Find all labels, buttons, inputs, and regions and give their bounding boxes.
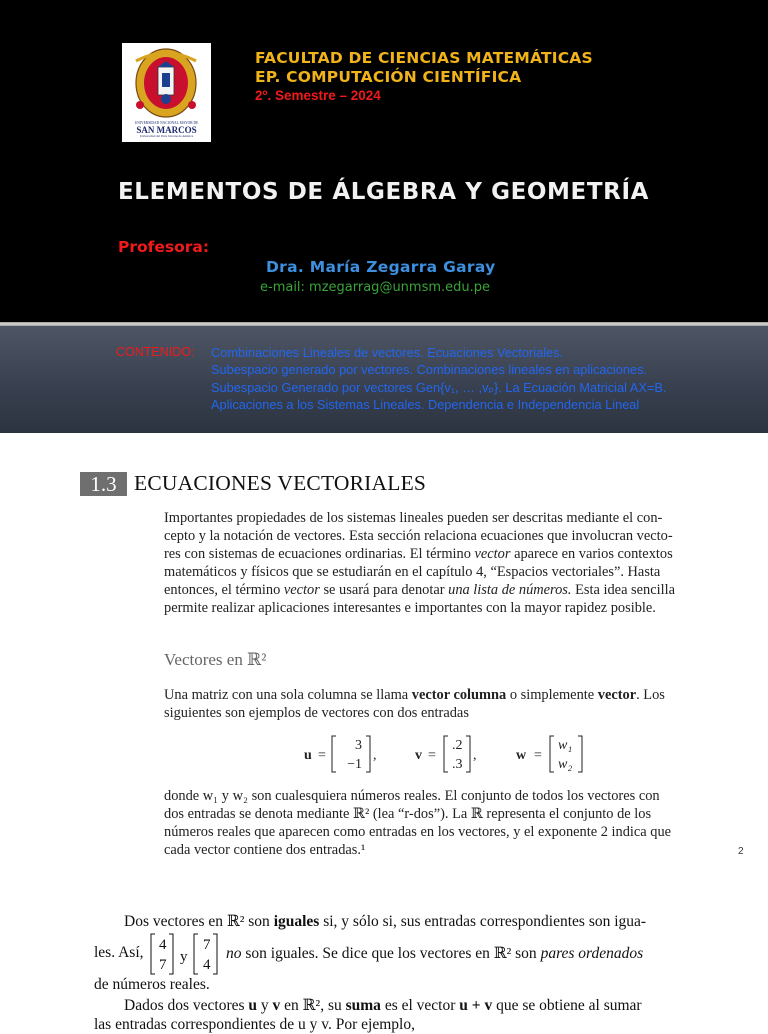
semester-label: 2º. Semestre – 2024 bbox=[255, 88, 381, 103]
intro-line bbox=[164, 545, 700, 564]
text-run: . Los bbox=[636, 687, 665, 703]
text-run-bold: iguales bbox=[273, 913, 320, 930]
school-name: EP. COMPUTACIÓN CIENTÍFICA bbox=[255, 68, 522, 86]
logo-caption-name: SAN MARCOS bbox=[136, 124, 197, 135]
intro-line: cepto y la notación de vectores. Esta sección relaciona ecuaciones que involucran vecto- bbox=[164, 528, 673, 544]
text-run: y bbox=[257, 997, 273, 1014]
text-run-italic: pares ordenados bbox=[540, 945, 644, 962]
paragraph-line: les. Así, bbox=[94, 944, 144, 961]
intro-line: matemáticos y físicos que se estudiarán en el capítulo 4, “Espacios vectoriales”. Hasta bbox=[164, 564, 661, 580]
text-run: Esta idea sencilla bbox=[571, 582, 676, 598]
vector-w-name: w bbox=[516, 748, 527, 763]
contents-line: Combinaciones Lineales de vectores. Ecuaciones Vectoriales. bbox=[211, 345, 564, 360]
section-title: ECUACIONES VECTORIALES bbox=[134, 471, 427, 495]
logo-caption-top: UNIVERSIDAD NACIONAL MAYOR DE bbox=[134, 121, 199, 125]
text-run: entonces, el término bbox=[164, 582, 284, 598]
text-run: se usará para denotar bbox=[319, 582, 449, 598]
intro-line: permite realizar aplicaciones interesantes e importantes con la mayor rapidez posible. bbox=[164, 600, 656, 616]
vector-entry: 7 bbox=[159, 957, 167, 973]
vector-entry: −1 bbox=[347, 757, 362, 772]
paragraph-line: números reales que aparecen como entradas en los vectores, y el exponente 2 indica que bbox=[164, 824, 672, 840]
paragraph-line bbox=[124, 996, 642, 1015]
svg-text:,: , bbox=[473, 748, 477, 763]
text-run: es el vector bbox=[380, 997, 460, 1014]
professor-name: Dra. María Zegarra Garay bbox=[266, 258, 496, 276]
paragraph-line bbox=[164, 686, 700, 705]
course-title: ELEMENTOS DE ÁLGEBRA Y GEOMETRÍA bbox=[118, 179, 650, 205]
text-run: o simplemente bbox=[506, 687, 598, 703]
paragraph-line: donde w₁ y w₂ son cualesquiera números reales. El conjunto de todos los vectores con bbox=[164, 788, 660, 804]
contents-label: CONTENIDO: bbox=[116, 345, 195, 359]
contents-line: Aplicaciones a los Sistemas Lineales. Dependencia e Independencia Lineal bbox=[211, 397, 640, 412]
text-run-bold: u + v bbox=[459, 997, 493, 1014]
text-run: son iguales. Se dice que los vectores en ℝ² son bbox=[241, 945, 541, 962]
intro-line: Importantes propiedades de los sistemas lineales pueden ser descritas mediante el con- bbox=[164, 510, 663, 526]
text-run: aparece en varios contextos bbox=[510, 546, 673, 562]
svg-text:=: = bbox=[534, 748, 542, 763]
vector-entry: 4 bbox=[159, 937, 167, 953]
text-run: que se obtiene al sumar bbox=[492, 997, 642, 1014]
professor-label: Profesora: bbox=[118, 238, 210, 256]
paragraph-line: cada vector contiene dos entradas.¹ bbox=[164, 842, 366, 858]
text-run: en ℝ², su bbox=[280, 997, 346, 1014]
section-number: 1.3 bbox=[80, 472, 127, 496]
vector-entry: 4 bbox=[203, 957, 211, 973]
text-run: Dados dos vectores bbox=[124, 997, 249, 1014]
paragraph-line: de números reales. bbox=[94, 976, 210, 993]
subheading: Vectores en ℝ² bbox=[164, 650, 267, 669]
text-run-italic: vector bbox=[283, 582, 320, 598]
faculty-name: FACULTAD DE CIENCIAS MATEMÁTICAS bbox=[255, 49, 593, 67]
paragraph-line: siguientes son ejemplos de vectores con dos entradas bbox=[164, 705, 469, 721]
vector-entry: w₁ bbox=[558, 738, 573, 753]
svg-text:,: , bbox=[373, 748, 377, 763]
logo-caption-bottom: Universidad del Perú, Decana de América bbox=[139, 133, 194, 138]
text-run-bold: v bbox=[272, 997, 281, 1014]
contents-line: Subespacio generado por vectores. Combinaciones lineales en aplicaciones. bbox=[211, 362, 648, 377]
inline-vectors bbox=[148, 932, 228, 976]
paragraph-line: dos entradas se denota mediante ℝ² (lea “r-dos”). La ℝ representa el conjunto de los bbox=[164, 806, 652, 822]
text-run: si, y sólo si, sus entradas correspondientes son igua- bbox=[319, 913, 647, 930]
paragraph-line bbox=[226, 944, 643, 963]
vector-entry: 3 bbox=[355, 738, 362, 753]
vector-entry: .2 bbox=[452, 738, 463, 753]
text-run-bold: vector columna bbox=[411, 687, 507, 703]
paragraph-line: las entradas correspondientes de u y v. Por ejemplo, bbox=[94, 1016, 415, 1033]
contents-line: Subespacio Generado por vectores Gen{v₁, … ,vₚ}. La Ecuación Matricial AX=B. bbox=[211, 380, 667, 395]
text-run-bold: suma bbox=[345, 997, 381, 1014]
vector-entry: 7 bbox=[203, 937, 211, 953]
svg-text:=: = bbox=[428, 748, 436, 763]
text-run-bold: vector bbox=[597, 687, 637, 703]
vector-u-name: u bbox=[304, 748, 312, 763]
slide-page-number: 2 bbox=[738, 846, 744, 857]
intro-line bbox=[164, 581, 700, 600]
text-run-bold: u bbox=[248, 997, 258, 1014]
svg-text:=: = bbox=[318, 748, 326, 763]
professor-email[interactable]: e-mail: mzegarrag@unmsm.edu.pe bbox=[260, 280, 491, 295]
vector-examples bbox=[290, 733, 590, 775]
title-slide bbox=[0, 0, 768, 433]
text-run: Una matriz con una sola columna se llama bbox=[164, 687, 412, 703]
vector-entry: .3 bbox=[452, 757, 463, 772]
text-run-italic: vector bbox=[474, 546, 511, 562]
text-run-italic: no bbox=[226, 945, 242, 962]
text-run: res con sistemas de ecuaciones ordinarias. El término bbox=[164, 546, 475, 562]
paragraph-line bbox=[124, 912, 646, 931]
vector-entry: w₂ bbox=[558, 757, 573, 772]
text-run: Dos vectores en ℝ² son bbox=[124, 913, 274, 930]
conjunction: y bbox=[180, 949, 188, 965]
text-run-italic: una lista de números. bbox=[448, 582, 572, 598]
vector-v-name: v bbox=[415, 748, 422, 763]
university-logo bbox=[122, 43, 211, 142]
